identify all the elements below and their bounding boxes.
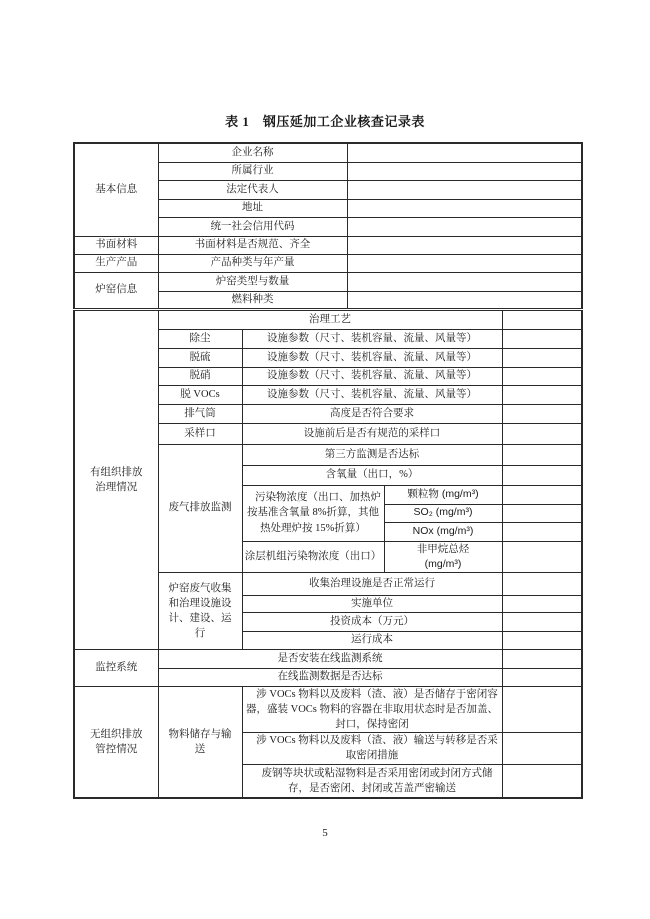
cell-exhaust-monitoring: 废气排放监测: [158, 444, 242, 572]
value-cell-empty: [347, 236, 582, 254]
storage-line: 物料储存与输: [168, 728, 232, 740]
value-cell-empty: [502, 522, 582, 541]
value-cell-empty: [502, 686, 582, 733]
cell-pollutant-concentration: 污染物浓度（出口、加热炉按基准含氧量 8%折算，其他热处理炉按 15%折算）: [242, 485, 384, 541]
cell-de-vocs-params: 设施参数（尺寸、装机容量、流量、风量等）: [242, 385, 502, 404]
cell-nmhc: [384, 541, 502, 572]
value-cell-empty: [347, 180, 582, 199]
construction-line: 行: [194, 627, 206, 639]
cell-enterprise-name: 企业名称: [158, 143, 347, 162]
cell-material-storage-transport: [158, 686, 242, 798]
cell-desulfurization: 脱硫: [158, 348, 242, 367]
cell-oxygen-content: 含氧量（出口，%）: [242, 465, 502, 485]
value-cell-empty: [502, 631, 582, 649]
cell-desulfurization-params: 设施参数（尺寸、装机容量、流量、风量等）: [242, 348, 502, 367]
cell-online-data-compliance: 在线监测数据是否达标: [158, 668, 502, 686]
construction-line: 和治理设施设: [168, 597, 232, 609]
value-cell-empty: [502, 541, 582, 572]
value-cell-empty: [502, 504, 582, 522]
cell-legal-representative: 法定代表人: [158, 180, 347, 199]
cell-vocs-transfer: 涉 VOCs 物料以及废料（渣、液）输送与转移是否采取密闭措施: [242, 733, 502, 764]
nmhc-name: 非甲烷总烃: [416, 543, 470, 555]
group-cell-basic-info: 基本信息: [74, 143, 158, 236]
cell-investment-cost: 投资成本（万元）: [242, 612, 502, 631]
cell-treatment-process-header: 治理工艺: [158, 309, 502, 329]
cell-so2: SO₂ (mg/m³): [384, 504, 502, 522]
page-number: 5: [322, 827, 328, 839]
particulate-unit: (mg/m³): [441, 487, 479, 500]
cell-stack-height: 高度是否符合要求: [242, 404, 502, 423]
group-cell-furnace-info: 炉窑信息: [74, 272, 158, 309]
value-cell-empty: [502, 572, 582, 595]
cell-nox: NOx (mg/m³): [384, 522, 502, 541]
value-cell-empty: [502, 465, 582, 485]
cell-fuel-type: 燃料种类: [158, 291, 347, 309]
storage-line: 送: [194, 743, 206, 755]
group-line: 无组织排放: [90, 728, 143, 740]
cell-dedusting-params: 设施参数（尺寸、装机容量、流量、风量等）: [242, 329, 502, 348]
cell-collection-running: 收集治理设施是否正常运行: [242, 572, 502, 595]
value-cell-empty: [502, 348, 582, 367]
cell-product-type: 产品种类与年产量: [158, 254, 347, 272]
group-cell-organized-emission: [74, 309, 158, 649]
cell-vocs-storage: 涉 VOCs 物料以及废料（渣、液）是否储存于密闭容器，盛装 VOCs 物料的容器在非取用状态时是否加盖、封口，保持密闭: [242, 686, 502, 733]
cell-implementing-unit: 实施单位: [242, 595, 502, 612]
cell-de-vocs: 脱 VOCs: [158, 385, 242, 404]
cell-stack: 排气筒: [158, 404, 242, 423]
value-cell-empty: [502, 423, 582, 444]
group-line: 治理情况: [95, 481, 138, 493]
cell-collection-treatment-design: [158, 572, 242, 649]
value-cell-empty: [347, 272, 582, 291]
value-cell-empty: [502, 385, 582, 404]
value-cell-empty: [502, 649, 582, 668]
construction-line: 计、建设、运: [168, 612, 232, 624]
cell-credit-code: 统一社会信用代码: [158, 217, 347, 236]
value-cell-empty: [347, 291, 582, 309]
cell-denitration: 脱硝: [158, 367, 242, 385]
value-cell-empty: [502, 595, 582, 612]
verification-record-table: [73, 142, 583, 799]
cell-dedusting: 除尘: [158, 329, 242, 348]
value-cell-empty: [347, 199, 582, 217]
value-cell-empty: [502, 668, 582, 686]
value-cell-empty: [347, 162, 582, 180]
cell-third-party-monitoring: 第三方监测是否达标: [242, 444, 502, 465]
cell-denitration-params: 设施参数（尺寸、装机容量、流量、风量等）: [242, 367, 502, 385]
cell-address: 地址: [158, 199, 347, 217]
cell-scrap-storage: 废钢等块状或粘湿物料是否采用密闭或封闭方式储存，是否密闭、封闭或苫盖严密输送: [242, 764, 502, 798]
construction-line: 炉窑废气收集: [168, 582, 232, 594]
group-line: 管控情况: [95, 743, 138, 755]
cell-furnace-type: 炉窑类型与数量: [158, 272, 347, 291]
cell-coating-unit-concentration: 涂层机组污染物浓度（出口）: [242, 541, 384, 572]
value-cell-empty: [502, 485, 582, 504]
value-cell-empty: [502, 367, 582, 385]
value-cell-empty: [502, 329, 582, 348]
value-cell-empty: [502, 309, 582, 329]
value-cell-empty: [347, 143, 582, 162]
value-cell-empty: [502, 612, 582, 631]
cell-written-materials: 书面材料是否规范、齐全: [158, 236, 347, 254]
value-cell-empty: [502, 733, 582, 764]
cell-industry: 所属行业: [158, 162, 347, 180]
group-cell-written-materials: 书面材料: [74, 236, 158, 254]
group-cell-products: 生产产品: [74, 254, 158, 272]
value-cell-empty: [502, 444, 582, 465]
value-cell-empty: [502, 404, 582, 423]
cell-operating-cost: 运行成本: [242, 631, 502, 649]
cell-particulate: [384, 485, 502, 504]
page-title: 表 1 钢压延加工企业核查记录表: [225, 114, 425, 129]
cell-online-monitoring-installed: 是否安装在线监测系统: [158, 649, 502, 668]
value-cell-empty: [502, 764, 582, 798]
group-line: 有组织排放: [90, 466, 143, 478]
group-cell-fugitive-emission: [74, 686, 158, 798]
nmhc-unit: (mg/m³): [424, 557, 462, 570]
group-cell-monitoring-system: 监控系统: [74, 649, 158, 686]
cell-sampling-port-spec: 设施前后是否有规范的采样口: [242, 423, 502, 444]
cell-sampling-port: 采样口: [158, 423, 242, 444]
value-cell-empty: [347, 254, 582, 272]
value-cell-empty: [347, 217, 582, 236]
particulate-name: 颗粒物: [407, 487, 439, 500]
